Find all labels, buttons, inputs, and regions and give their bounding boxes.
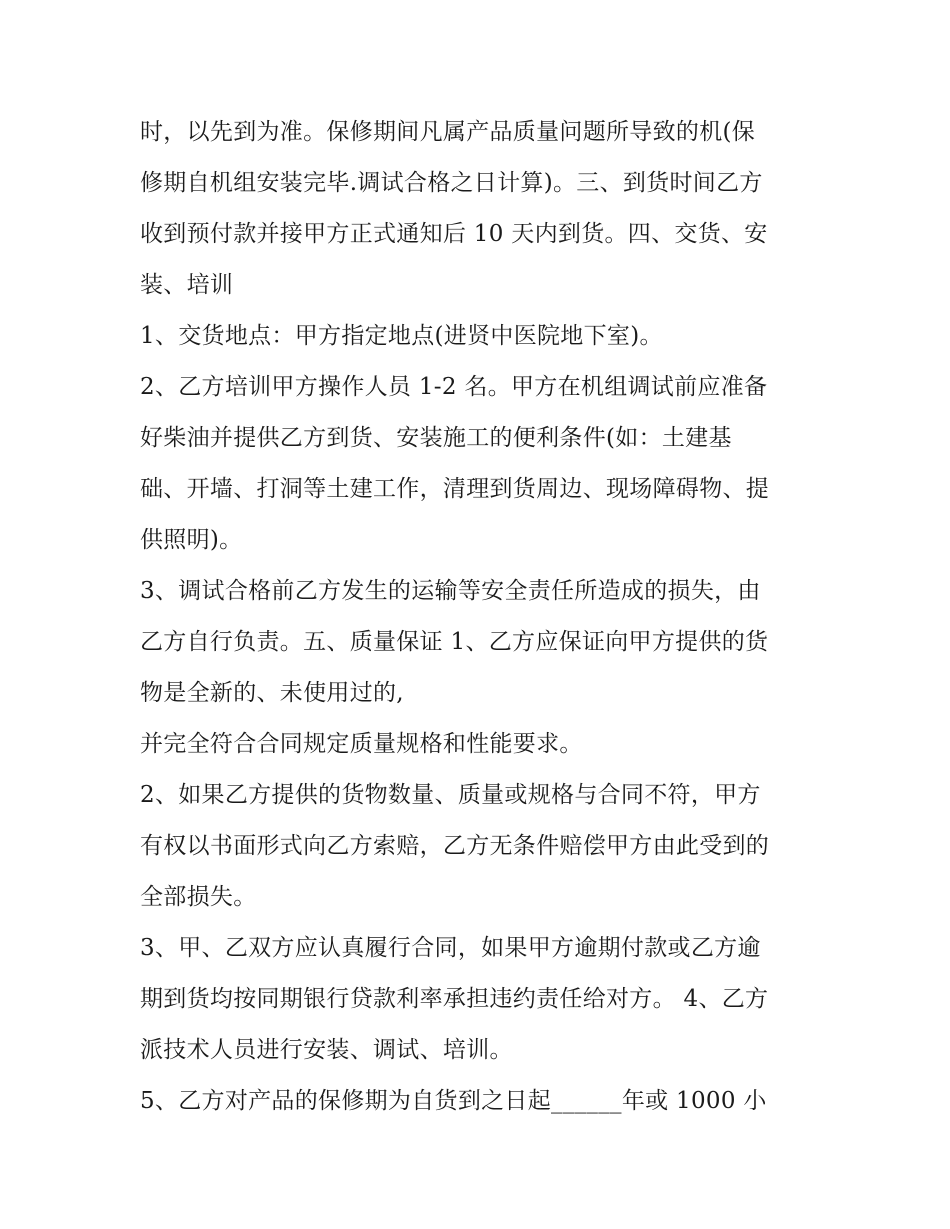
text-line: 础、开墙、打洞等土建工作，清理到货周边、现场障碍物、提: [140, 476, 770, 502]
text-line: 2、如果乙方提供的货物数量、质量或规格与合同不符，甲方: [140, 782, 761, 808]
text-line: 有权以书面形式向乙方索赔，乙方无条件赔偿甲方由此受到的: [140, 833, 770, 859]
text-line: 修期自机组安装完毕.调试合格之日计算)。三、到货时间乙方: [140, 170, 763, 196]
text-line: 并完全符合合同规定质量规格和性能要求。: [140, 731, 583, 757]
text-line: 5、乙方对产品的保修期为自货到之日起______年或 1000 小: [140, 1088, 767, 1114]
text-line: 期到货均按同期银行贷款利率承担违约责任给对方。 4、乙方: [140, 986, 769, 1012]
text-line: 时，以先到为准。保修期间凡属产品质量问题所导致的机(保: [140, 119, 756, 145]
text-line: 全部损失。: [140, 884, 257, 910]
document-body: [140, 107, 815, 1127]
text-line: 物是全新的、未使用过的,: [140, 680, 404, 706]
text-line: 派技术人员进行安装、调试、培训。: [140, 1037, 513, 1063]
text-line: 供照明)。: [140, 527, 243, 553]
text-line: 乙方自行负责。五、质量保证 1、乙方应保证向甲方提供的货: [140, 629, 769, 655]
text-line: 3、调试合格前乙方发生的运输等安全责任所造成的损失，由: [140, 578, 761, 604]
text-line: 装、培训: [140, 272, 234, 298]
text-line: 收到预付款并接甲方正式通知后 10 天内到货。四、交货、安: [140, 221, 768, 247]
text-line: 2、乙方培训甲方操作人员 1-2 名。甲方在机组调试前应准备: [140, 374, 768, 400]
text-line: 3、甲、乙双方应认真履行合同，如果甲方逾期付款或乙方逾: [140, 935, 761, 961]
text-line: 1、交货地点：甲方指定地点(进贤中医院地下室)。: [140, 323, 663, 349]
text-line: 好柴油并提供乙方到货、安装施工的便利条件(如：土建基: [140, 425, 732, 451]
